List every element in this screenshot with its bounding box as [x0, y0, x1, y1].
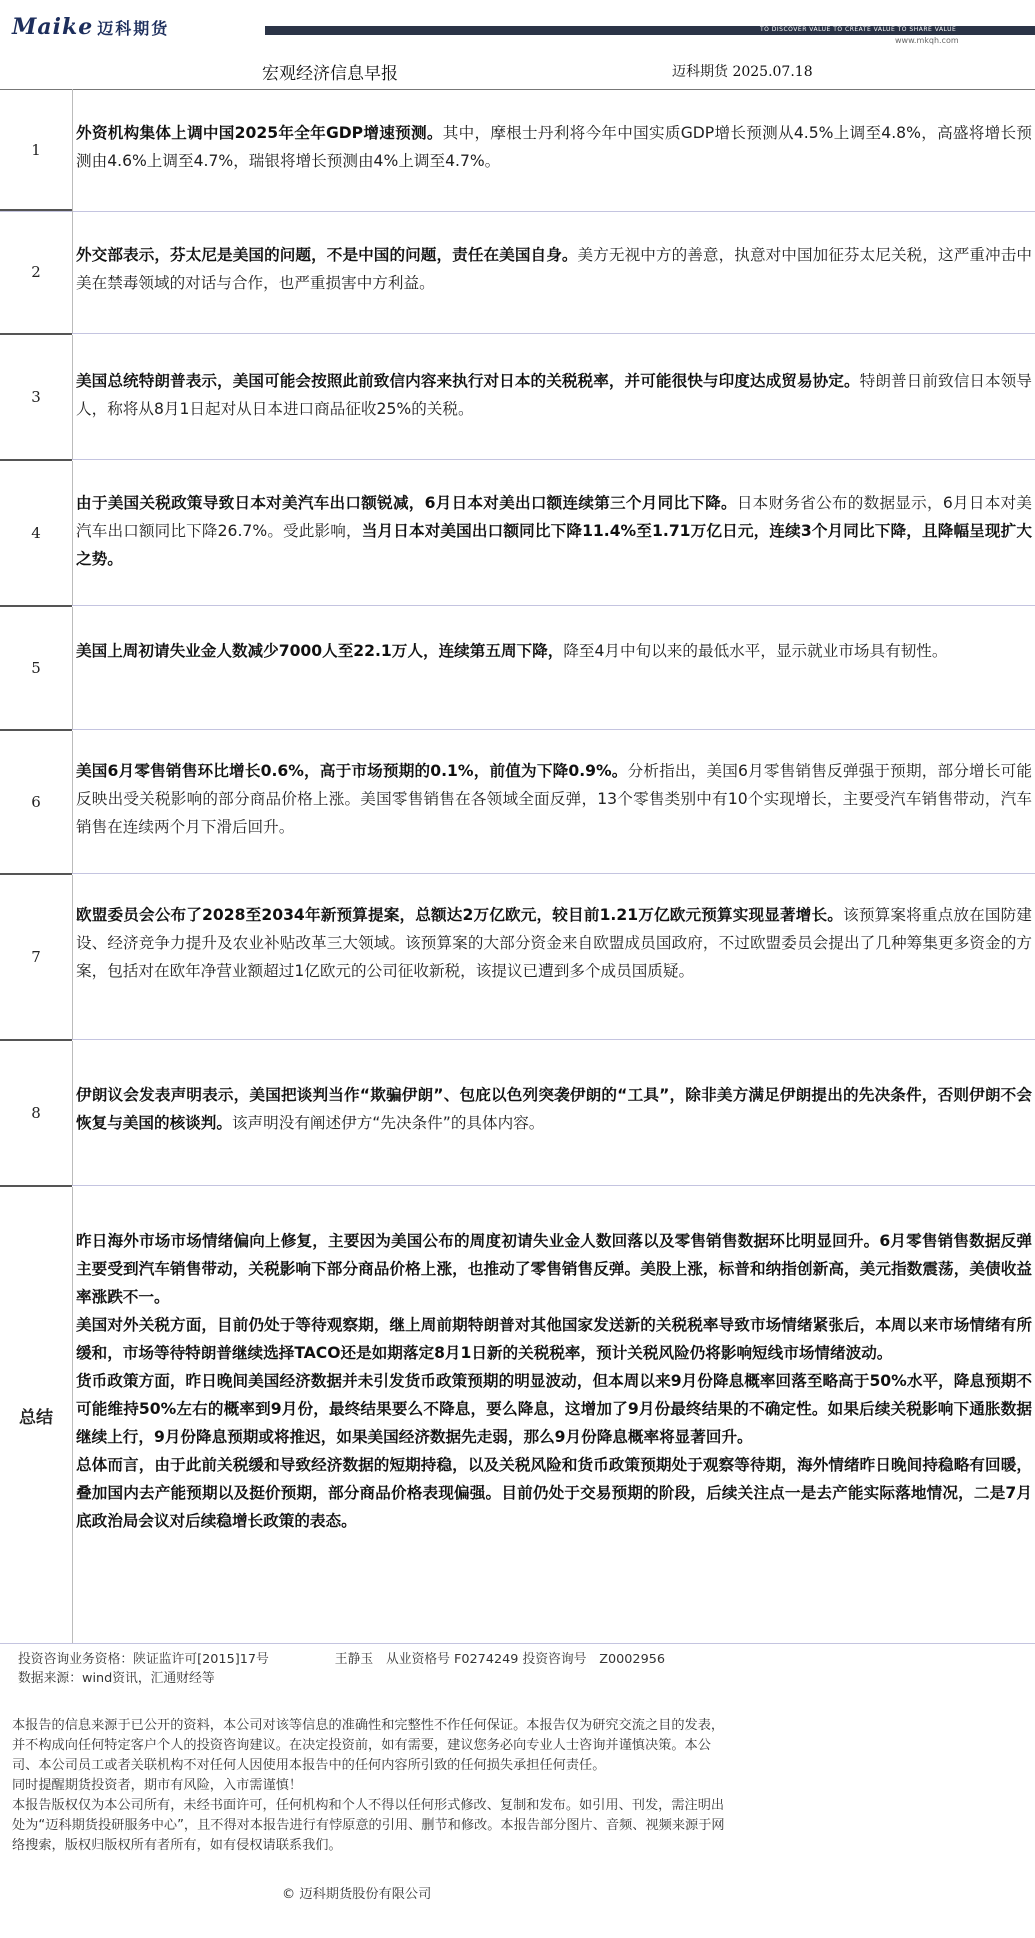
news-text: [76, 489, 1032, 573]
news-text: [76, 367, 1032, 423]
row-number: 4: [0, 461, 73, 605]
news-row-2: [0, 211, 1035, 334]
logo-text: Maike: [12, 14, 94, 40]
news-text: [76, 241, 1032, 297]
data-source-text: 数据来源：wind资讯，汇通财经等: [18, 1671, 215, 1686]
news-row-8: [0, 1041, 1035, 1186]
row-number: 2: [0, 211, 73, 333]
report-source-date: 迈科期货 2025.07.18: [672, 64, 813, 80]
news-row-6: [0, 731, 1035, 874]
summary-label: 总结: [0, 1187, 73, 1643]
news-headline: 欧盟委员会公布了2028至2034年新预算提案，总额达2万亿欧元，较目前1.21万亿欧元预算实现显著增长。: [76, 906, 844, 924]
news-text: [76, 119, 1032, 175]
news-headline: 美国总统特朗普表示，美国可能会按照此前致信内容来执行对日本的关税税率，并可能很快与印度达成贸易协定。: [76, 372, 860, 390]
row-number: 8: [0, 1041, 73, 1185]
news-headline: 伊朗议会发表声明表示，美国把谈判当作“欺骗伊朗”、包庇以色列突袭伊朗的“工具”，除非美方满足伊朗提出的先决条件，否则伊朗不会恢复与美国的核谈判。: [76, 1086, 1032, 1132]
report-title: 宏观经济信息早报: [262, 64, 398, 84]
summary-text: [76, 1227, 1032, 1535]
news-row-4: [0, 461, 1035, 606]
news-text: [76, 1081, 1032, 1137]
summary-paragraph: 美国对外关税方面，目前仍处于等待观察期，继上周前期特朗普对其他国家发送新的关税税率导致市场情绪紧张后，本周以来市场情绪有所缓和，市场等待特朗普继续选择TACO还是如期落定8月1日新的关税税率，预计关税风险仍将影响短线市场情绪波动。: [76, 1316, 1032, 1362]
news-headline: 外交部表示，芬太尼是美国的问题，不是中国的问题，责任在美国自身。: [76, 246, 578, 264]
header-url: www.mkqh.com: [895, 36, 959, 45]
news-text: [76, 637, 1032, 665]
news-row-3: [0, 335, 1035, 460]
news-detail: 日本财务省公布的数据显示，6月日本对美汽车出口额同比下降26.7%。受此影响，: [76, 494, 1032, 540]
news-detail: 其中，摩根士丹利将今年中国实质GDP增长预测从4.5%上调至4.8%，高盛将增长预测由4.6%上调至4.7%，瑞银将增长预测由4%上调至4.7%。: [76, 124, 1032, 170]
news-detail: 美方无视中方的善意，执意对中国加征芬太尼关税，这严重冲击中美在禁毒领域的对话与合作，也严重损害中方利益。: [76, 246, 1032, 292]
news-headline: 由于美国关税政策导致日本对美汽车出口额锐减，6月日本对美出口额连续第三个月同比下降。: [76, 494, 737, 512]
news-headline: 美国6月零售销售环比增长0.6%，高于市场预期的0.1%，前值为下降0.9%。: [76, 762, 628, 780]
row-number: 1: [0, 89, 73, 211]
summary-paragraph: 总体而言，由于此前关税缓和导致经济数据的短期持稳，以及关税风险和货币政策预期处于观察等待期，海外情绪昨日晚间持稳略有回暖，叠加国内去产能预期以及挺价预期，部分商品价格表现偏强。目前仍处于交易预期的阶段，后续关注点一是去产能实际落地情况，二是7月底政治局会议对后续稳增长政策的表态。: [76, 1456, 1032, 1530]
disclaimer: [12, 1716, 732, 1856]
news-detail: 降至4月中旬以来的最低水平，显示就业市场具有韧性。: [563, 642, 948, 660]
news-text: [76, 757, 1032, 841]
news-detail: 特朗普日前致信日本领导人，称将从8月1日起对从日本进口商品征收25%的关税。: [76, 372, 1032, 418]
news-detail: 该预算案将重点放在国防建设、经济竞争力提升及农业补贴改革三大领域。该预算案的大部分资金来自欧盟成员国政府，不过欧盟委员会提出了几种筹集更多资金的方案，包括对在欧年净营业额超过1亿欧元的公司征收新税，该提议已遭到多个成员国质疑。: [76, 906, 1032, 980]
analyst-text: 王静玉 从业资格号 F0274249 投资咨询号 Z0002956: [334, 1652, 665, 1667]
disclaimer-paragraph: 同时提醒期货投资者，期市有风险，入市需谨慎！: [12, 1778, 303, 1793]
news-headline: 美国上周初请失业金人数减少7000人至22.1万人，连续第五周下降，: [76, 642, 564, 660]
row-number: 3: [0, 335, 73, 459]
news-text: [76, 901, 1032, 985]
row-number: 6: [0, 731, 73, 873]
header-slogan: TO DISCOVER VALUE TO CREATE VALUE TO SHARE VALUE: [760, 26, 957, 33]
summary-row: [0, 1187, 1035, 1644]
news-row-5: [0, 607, 1035, 730]
license-text: 投资咨询业务资格：陕证监许可[2015]17号: [18, 1652, 269, 1667]
copyright-text: © 迈科期货股份有限公司: [282, 1887, 432, 1902]
news-detail: 分析指出，美国6月零售销售反弹强于预期，部分增长可能反映出受关税影响的部分商品价格上涨。美国零售销售在各领域全面反弹，13个零售类别中有10个实现增长，主要受汽车销售带动，汽车销售在连续两个月下滑后回升。: [76, 762, 1032, 836]
disclaimer-paragraph: 本报告的信息来源于已公开的资料，本公司对该等信息的准确性和完整性不作任何保证。本报告仅为研究交流之目的发表，并不构成向任何特定客户个人的投资咨询建议。在决定投资前，如有需要，建议您务必向专业人士咨询并谨慎决策。本公司、本公司员工或者关联机构不对任何人因使用本报告中的任何内容所引致的任何损失承担任何责任。: [12, 1718, 725, 1773]
company-logo: [12, 14, 169, 40]
news-headline: 外资机构集体上调中国2025年全年GDP增速预测。: [76, 124, 443, 142]
news-highlight: 当月日本对美国出口额同比下降11.4%至1.71万亿日元，连续3个月同比下降，且降幅呈现扩大之势。: [76, 522, 1032, 568]
disclaimer-paragraph: 本报告版权仅为本公司所有，未经书面许可，任何机构和个人不得以任何形式修改、复制和发布。如引用、刊发，需注明出处为“迈科期货投研服务中心”，且不得对本报告进行有悖原意的引用、删节和修改。本报告部分图片、音频、视频来源于网络搜索，版权归版权所有者所有，如有侵权请联系我们。: [12, 1798, 725, 1853]
report-title-bar: [0, 55, 1035, 90]
summary-paragraph: 昨日海外市场市场情绪偏向上修复，主要因为美国公布的周度初请失业金人数回落以及零售销售数据环比明显回升。6月零售销售数据反弹主要受到汽车销售带动，关税影响下部分商品价格上涨，也推动了零售销售反弹。美股上涨，标普和纳指创新高，美元指数震荡，美债收益率涨跌不一。: [76, 1232, 1032, 1306]
report-header: [0, 0, 1035, 55]
news-row-1: [0, 89, 1035, 212]
footer-credentials: [18, 1650, 665, 1688]
news-detail: 该声明没有阐述伊方“先决条件”的具体内容。: [231, 1114, 545, 1132]
row-number: 7: [0, 875, 73, 1039]
row-number: 5: [0, 607, 73, 729]
news-row-7: [0, 875, 1035, 1040]
logo-cn-text: 迈科期货: [97, 19, 170, 38]
summary-paragraph: 货币政策方面，昨日晚间美国经济数据并未引发货币政策预期的明显波动，但本周以来9月份降息概率回落至略高于50%水平，降息预期不可能维持50%左右的概率到9月份，最终结果要么不降息，要么降息，这增加了9月份最终结果的不确定性。如果后续关税影响下通胀数据继续上行，9月份降息预期或将推迟，如果美国经济数据先走弱，那么9月份降息概率将显著回升。: [76, 1372, 1032, 1446]
